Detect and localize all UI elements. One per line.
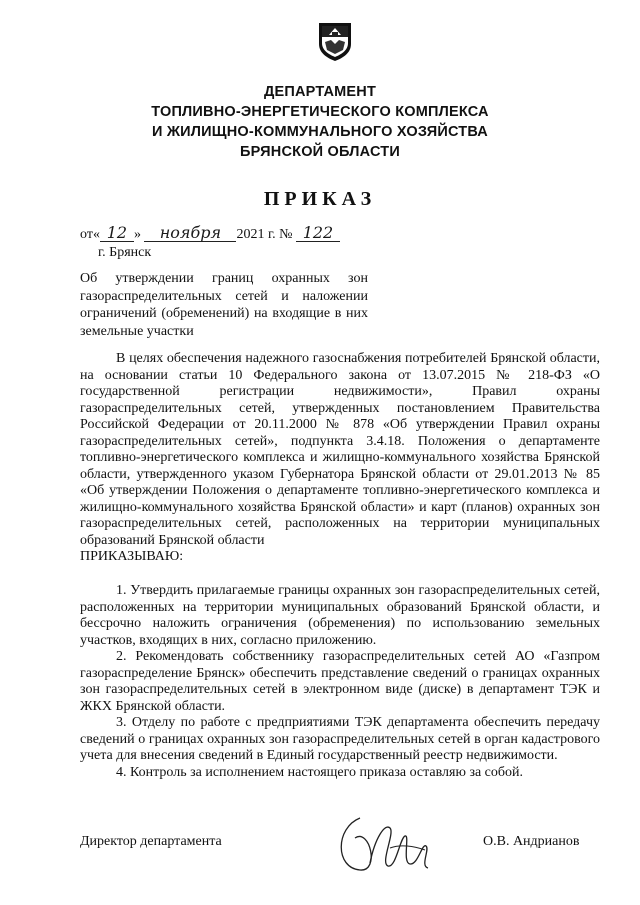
order-day: 12 bbox=[100, 225, 134, 242]
document-title: ПРИКАЗ bbox=[263, 188, 377, 210]
department-heading bbox=[60, 82, 580, 162]
signatory-position: Директор департамента bbox=[80, 834, 222, 849]
department-line: ТОПЛИВНО-ЭНЕРГЕТИЧЕСКОГО КОМПЛЕКСА bbox=[151, 104, 489, 120]
department-line: БРЯНСКОЙ ОБЛАСТИ bbox=[240, 144, 400, 160]
coat-of-arms-icon bbox=[317, 20, 353, 62]
number-label: № bbox=[279, 227, 293, 242]
order-item: 3. Отделу по работе с предприятиями ТЭК департамента обеспечить передачу сведений о границах охранных зон газораспределительных сетей в орган кадастрового учета для внесения сведений в Единый государственный реестр недвижимости. bbox=[80, 715, 600, 763]
order-month: ноября bbox=[144, 225, 236, 242]
order-subject: Об утверждении границ охранных зон газораспределительных сетей и наложении ограничений (обременений) на входящие в них земельные участки bbox=[80, 271, 368, 339]
order-number: 122 bbox=[296, 225, 340, 242]
order-item: 2. Рекомендовать собственнику газораспределительных сетей АО «Газпром газораспределение Брянск» обеспечить представление сведений о границах охранных зон газораспределительных сетей в электронном виде (диске) в департамент ТЭК и ЖКХ Брянской области. bbox=[80, 649, 600, 714]
order-item: 1. Утвердить прилагаемые границы охранных зон газораспределительных сетей, расположенных на территории муниципальных образований Брянской области, и бессрочно наложить ограничения (обременения) по использованию земельных участков, входящих в них, согласно приложению. bbox=[80, 583, 600, 648]
department-line: И ЖИЛИЩНО-КОММУНАЛЬНОГО ХОЗЯЙСТВА bbox=[152, 124, 488, 140]
order-items bbox=[80, 583, 600, 781]
order-year: 2021 г. bbox=[236, 227, 276, 242]
order-item: 4. Контроль за исполнением настоящего приказа оставляю за собой. bbox=[116, 764, 524, 780]
decree-word: ПРИКАЗЫВАЮ: bbox=[80, 549, 184, 564]
signatory-name: О.В. Андрианов bbox=[483, 834, 580, 849]
department-line: ДЕПАРТАМЕНТ bbox=[263, 84, 377, 100]
preamble-paragraph: В целях обеспечения надежного газоснабжения потребителей Брянской области, на основании статьи 10 Федерального закона от 13.07.2015 № 218-ФЗ «О государственной регистрации недвижимости», Правил охраны газораспределительных сетей, утвержденных постановлением Правительства Российской Федерации от 20.11.2000 № 878 «Об утверждении Правил охраны газораспределительных сетей», подпункта 3.4.18. Положения о департаменте топливно-энергетического комплекса и жилищно-коммунального хозяйства Брянской области, утвержденного указом Губернатора Брянской области от 29.01.2013 № 85 «Об утверждении Положения о департаменте топливно-энергетического комплекса и жилищно-коммунального хозяйства Брянской области» и карт (планов) охранных зон газораспределительных сетей, расположенных на территории муниципальных образований Брянской области bbox=[80, 351, 600, 548]
order-city: г. Брянск bbox=[98, 245, 152, 260]
from-label: от bbox=[80, 227, 93, 242]
order-date-line: от« 12 » ноября 2021 г. № 122 bbox=[80, 225, 340, 243]
handwritten-signature bbox=[330, 808, 440, 878]
order-body bbox=[80, 351, 600, 566]
